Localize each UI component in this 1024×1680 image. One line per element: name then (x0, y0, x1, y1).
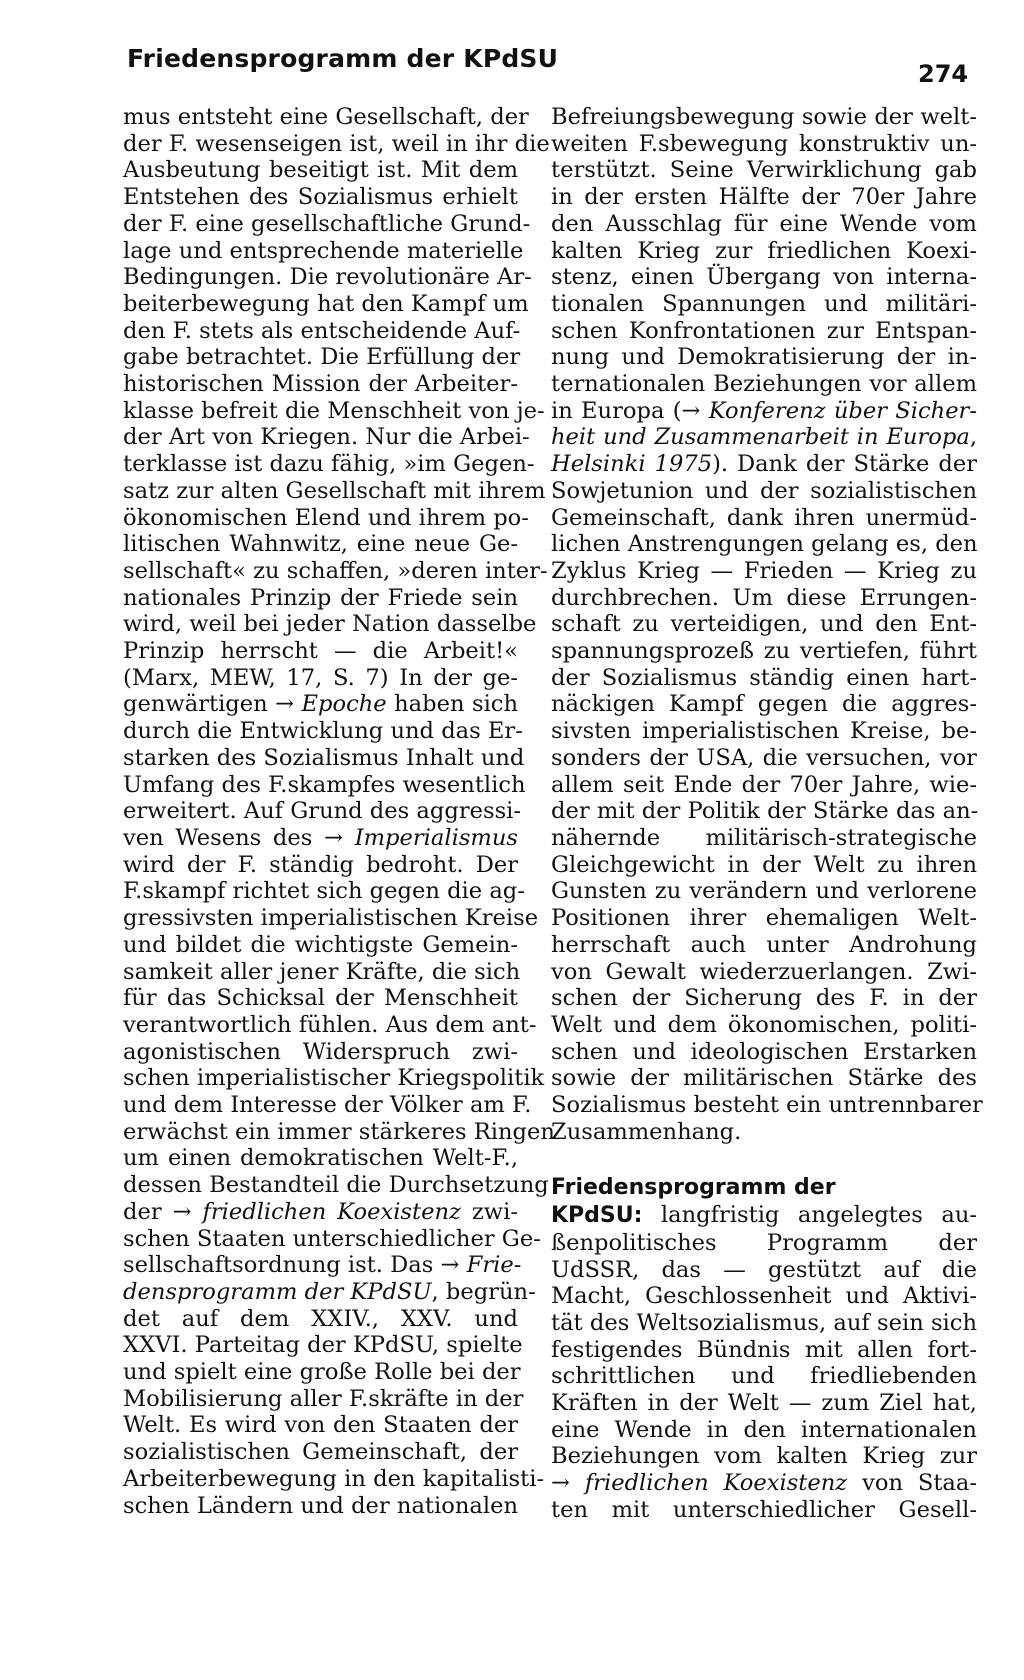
text-line: wird der F. ständig bedroht. Der (123, 851, 518, 878)
text-line: erwächst ein immer stärkeres Ringen (123, 1118, 555, 1145)
text-line: festigendes Bündnis mit allen fort- (551, 1336, 977, 1363)
text-line: sozialistischen Gemeinschaft, der (123, 1439, 518, 1466)
text-line: lichen Anstrengungen gelang es, den (551, 531, 978, 558)
text-line: Gemeinschaft, dank ihren unermüd- (551, 504, 977, 531)
text-line: Welt und dem ökonomischen, politi- (551, 1011, 977, 1038)
text-line: Mobilisierung aller F.skräfte in der (123, 1385, 524, 1412)
text-line: Welt. Es wird von den Staaten der (123, 1412, 518, 1439)
text-line: schen und ideologischen Erstarken (551, 1038, 977, 1065)
text-line: det auf dem XXIV., XXV. und (123, 1305, 518, 1332)
text-line: ßenpolitisches Programm der (551, 1229, 977, 1256)
text-line: für das Schicksal der Menschheit (123, 985, 518, 1012)
text-line: durchbrechen. Um diese Errungen- (551, 584, 977, 611)
text-line: von Gewalt wiederzuerlangen. Zwi- (551, 958, 977, 985)
text-line: ökonomischen Elend und ihrem po- (123, 504, 529, 531)
text-line: erweitert. Auf Grund des aggressi- (123, 798, 522, 825)
text-line: Beziehungen vom kalten Krieg zur (551, 1443, 977, 1470)
text-line: schen der Sicherung des F. in der (551, 985, 977, 1012)
text-line: nung und Demokratisierung der in- (551, 344, 977, 371)
text-line: und bildet die wichtigste Gemein- (123, 931, 518, 958)
right-column-text (551, 104, 983, 1145)
text-line: terklasse ist dazu fähig, »im Gegen- (123, 451, 535, 478)
text-line: allem seit Ende der 70er Jahre, wie- (551, 771, 977, 798)
text-line: dessen Bestandteil die Durchsetzung (123, 1172, 549, 1199)
text-line: UdSSR, das — gestützt auf die (551, 1256, 977, 1283)
text-line: Ausbeutung beseitigt ist. Mit dem (123, 157, 518, 184)
text-line: F.skampf richtet sich gegen die ag- (123, 878, 525, 905)
text-line: Befreiungsbewegung sowie der welt- (551, 104, 977, 130)
text-line: der mit der Politik der Stärke das an- (551, 798, 979, 825)
text-line: herrschaft auch unter Androhung (551, 931, 977, 958)
text-line: sonders der USA, die versuchen, vor (551, 744, 977, 771)
text-line: Kräften in der Welt — zum Ziel hat, (551, 1390, 977, 1417)
text-line: den F. stets als entscheidende Auf- (123, 317, 521, 344)
text-line: und dem Interesse der Völker am F. (123, 1092, 532, 1119)
text-line: beiterbewegung hat den Kampf um (123, 290, 529, 317)
text-line: schen Ländern und der nationalen (123, 1492, 518, 1519)
text-line: Sozialismus besteht ein untrennbarer (551, 1092, 983, 1119)
text-line: nationales Prinzip der Friede sein (123, 584, 518, 611)
text-line: und spielt eine große Rolle bei der (123, 1359, 521, 1386)
text-line: Prinzip herrscht — die Arbeit!« (123, 638, 518, 665)
text-line: ten mit unterschiedlicher Gesell- (551, 1496, 977, 1523)
text-line: spannungsprozeß zu vertiefen, führt (551, 638, 977, 665)
text-line: → friedlichen Koexistenz von Staa- (551, 1470, 977, 1497)
text-line: kalten Krieg zur friedlichen Koexi- (551, 237, 977, 264)
text-line: sowie der militärischen Stärke des (551, 1065, 977, 1092)
entry-headword: Friedensprogramm der (551, 1175, 836, 1201)
running-head: Friedensprogramm der KPdSU (127, 44, 559, 73)
text-line: starken des Sozialismus Inhalt und (123, 744, 525, 771)
left-column (123, 104, 555, 1519)
entry-body (551, 1230, 977, 1524)
text-line: schrittlichen und friedliebenden (551, 1363, 977, 1390)
text-line: historischen Mission der Arbeiter- (123, 371, 518, 398)
text-line: der Art von Kriegen. Nur die Arbei- (123, 424, 530, 451)
text-line: sivsten imperialistischen Kreise, be- (551, 718, 977, 745)
text-line: terstützt. Seine Verwirklichung gab (551, 157, 977, 184)
text-line: wird, weil bei jeder Nation dasselbe (123, 611, 537, 638)
text-line: agonistischen Widerspruch zwi- (123, 1038, 518, 1065)
text-line: densprogramm der KPdSU, begrün- (123, 1278, 536, 1305)
text-line: in der ersten Hälfte der 70er Jahre (551, 184, 977, 211)
text-line: tät des Weltsozialismus, auf sein sich (551, 1309, 977, 1336)
text-line: schen Staaten unterschiedlicher Ge- (123, 1225, 541, 1252)
text-line: der → friedlichen Koexistenz zwi- (123, 1198, 518, 1225)
entry-first-line-text: langfristig angelegtes au- (642, 1202, 977, 1229)
text-line: tionalen Spannungen und militäri- (551, 290, 977, 317)
text-line: der F. eine gesellschaftliche Grund- (123, 210, 531, 237)
text-line: heit und Zusammenarbeit in Europa, (551, 424, 977, 451)
text-line: sellschaftsordnung ist. Das → Frie- (123, 1252, 522, 1279)
text-line: schen imperialistischer Kriegspolitik (123, 1065, 545, 1092)
text-line: stenz, einen Übergang von interna- (551, 264, 977, 291)
text-line: Sowjetunion und der sozialistischen (551, 477, 977, 504)
text-line: schen Konfrontationen zur Entspan- (551, 317, 977, 344)
text-line: Macht, Geschlossenheit und Aktivi- (551, 1283, 977, 1310)
text-line: eine Wende in den internationalen (551, 1416, 977, 1443)
text-line: durch die Entwicklung und das Er- (123, 718, 523, 745)
text-line: der Sozialismus ständig einen hart- (551, 664, 977, 691)
text-line: sellschaft« zu schaffen, »deren inter- (123, 557, 548, 584)
page-number: 274 (918, 60, 969, 88)
text-line: Zusammenhang. (551, 1118, 742, 1145)
entry-headword-cont: KPdSU: (551, 1203, 643, 1229)
text-line: litischen Wahnwitz, eine neue Ge- (123, 531, 518, 558)
text-line: (Marx, MEW, 17, S. 7) In der ge- (123, 664, 518, 691)
text-line: schaft zu verteidigen, und den Ent- (551, 611, 977, 638)
text-line: in Europa (→ Konferenz über Sicher- (551, 397, 977, 424)
text-line: weiten F.sbewegung konstruktiv un- (551, 130, 977, 157)
text-line: samkeit aller jener Kräfte, die sich (123, 958, 521, 985)
text-line: Arbeiterbewegung in den kapitalisti- (123, 1465, 545, 1492)
right-column (551, 104, 983, 1524)
text-line: Helsinki 1975). Dank der Stärke der (551, 451, 977, 478)
text-line: näckigen Kampf gegen die aggres- (551, 691, 977, 718)
text-line: XXVI. Parteitag der KPdSU, spielte (123, 1332, 523, 1359)
entry-headword-line (551, 1174, 977, 1202)
text-line: nähernde militärisch-strategische (551, 824, 977, 851)
entry-friedensprogramm (551, 1174, 977, 1523)
text-line: gressivsten imperialistischen Kreise (123, 905, 539, 932)
entry-first-line (551, 1202, 977, 1230)
text-line: den Ausschlag für eine Wende vom (551, 210, 977, 237)
text-line: satz zur alten Gesellschaft mit ihrem (123, 477, 546, 504)
text-line: Gleichgewicht in der Welt zu ihren (551, 851, 977, 878)
text-line: lage und entsprechende materielle (123, 237, 524, 264)
text-line: ternationalen Beziehungen vor allem (551, 371, 977, 398)
paragraph-gap (551, 1145, 977, 1174)
text-line: mus entsteht eine Gesellschaft, der (123, 104, 529, 130)
text-line: um einen demokratischen Welt-F., (123, 1145, 518, 1172)
text-line: Bedingungen. Die revolutionäre Ar- (123, 264, 532, 291)
text-line: Positionen ihrer ehemaligen Welt- (551, 905, 977, 932)
text-line: Gunsten zu verändern und verlorene (551, 878, 977, 905)
text-line: Umfang des F.skampfes wesentlich (123, 771, 526, 798)
text-line: verantwortlich fühlen. Aus dem ant- (123, 1011, 537, 1038)
text-line: Entstehen des Sozialismus erhielt (123, 184, 518, 211)
text-line: klasse befreit die Menschheit von je- (123, 397, 545, 424)
text-line: ven Wesens des → Imperialismus (123, 824, 518, 851)
text-line: der F. wesenseigen ist, weil in ihr die (123, 130, 550, 157)
text-line: genwärtigen → Epoche haben sich (123, 691, 519, 718)
text-line: gabe betrachtet. Die Erfüllung der (123, 344, 521, 371)
text-line: Zyklus Krieg — Frieden — Krieg zu (551, 557, 977, 584)
